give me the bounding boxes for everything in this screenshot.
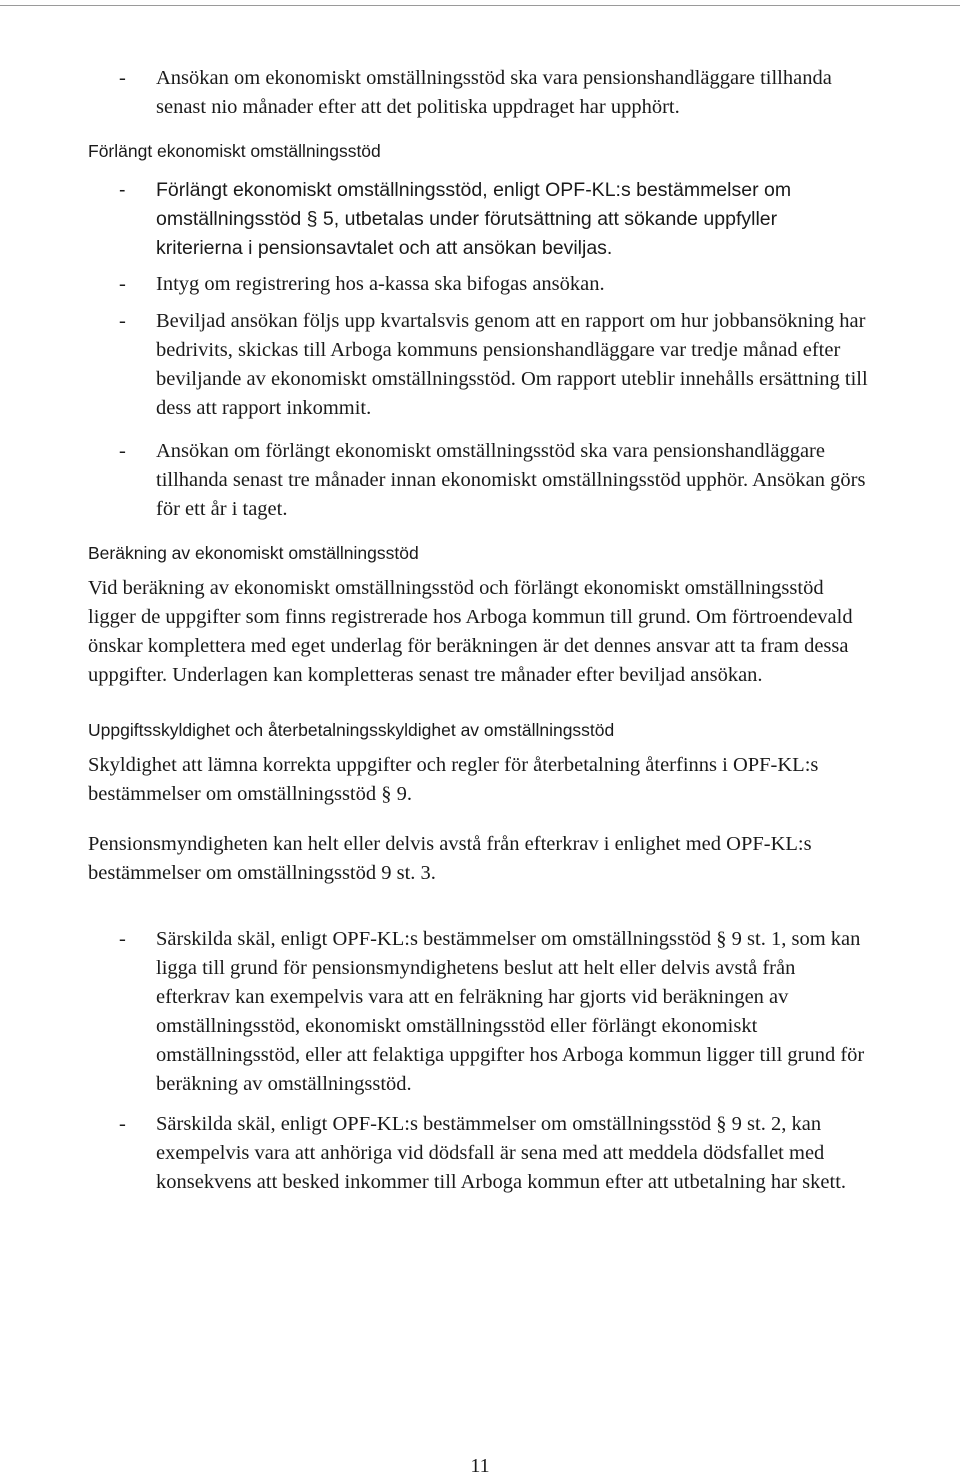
list-item-text: Ansökan om förlängt ekonomiskt omställningsstöd ska vara pensionshandläggare tillhanda senast tre månader innan ekonomiskt omställningsstöd upphör. Ansökan görs för ett år i taget. [156,440,866,520]
list-dash: - [119,310,126,332]
page-number: 11 [470,1455,490,1477]
list-item [88,64,868,122]
list-item-text: Särskilda skäl, enligt OPF-KL:s bestämmelser om omställningsstöd § 9 st. 1, som kan ligga till grund för pensionsmyndighetens beslut att helt eller delvis avstå från efterkrav kan exempelvis vara att en felräkning har gjorts vid beräkningen av omställningsstöd, ekonomiskt omställningsstöd eller förlängt ekonomiskt omställningsstöd, eller att felaktiga uppgifter hos Arboga kommun ligger till grund för beräkning av omställningsstöd. [156,928,865,1095]
list-item-text: Förlängt ekonomiskt omställningsstöd, enligt OPF-KL:s bestämmelser om omställningsstöd § 5, utbetalas under förutsättning att sökande uppfyller kriterierna i pensionsavtalet och att ansökan beviljas. [156,179,792,259]
list-dash: - [119,928,126,950]
list-item-text: Ansökan om ekonomiskt omställningsstöd ska vara pensionshandläggare tillhanda senast nio månader efter att det politiska uppdraget har upphört. [156,67,832,118]
list-dash: - [119,67,126,89]
list-dash: - [119,440,126,462]
top-rule [0,5,960,6]
list-item-text: Intyg om registrering hos a-kassa ska bifogas ansökan. [156,273,605,295]
list-item [88,307,868,423]
list-item-text: Särskilda skäl, enligt OPF-KL:s bestämmelser om omställningsstöd § 9 st. 2, kan exempelvis vara att anhöriga vid dödsfall är sena med att meddela dödsfallet med konsekvens att besked inkommer till Arboga kommun efter att utbetalning har skett. [156,1113,847,1193]
list-dash: - [119,273,126,295]
paragraph-pensionsmyndigheten: Pensionsmyndigheten kan helt eller delvis avstå från efterkrav i enlighet med OPF-KL:s bestämmelser om omställningsstöd 9 st. 3. [88,833,812,884]
list-dash: - [119,1113,126,1135]
section-heading-forlangt: Förlängt ekonomiskt omställningsstöd [88,141,381,161]
paragraph-skyldighet: Skyldighet att lämna korrekta uppgifter och regler för återbetalning återfinns i OPF-KL:s bestämmelser om omställningsstöd § 9. [88,754,819,805]
list-item [88,270,868,299]
section-heading-uppgiftsskyldighet: Uppgiftsskyldighet och återbetalningsskyldighet av omställningsstöd [88,720,615,740]
list-item [88,437,868,524]
document-page [88,64,868,1197]
list-item [88,1110,868,1197]
section-heading-berakning: Beräkning av ekonomiskt omställningsstöd [88,543,419,563]
list-item-text: Beviljad ansökan följs upp kvartalsvis genom att en rapport om hur jobbansökning har bedrivits, skickas till Arboga kommuns pensionshandläggare var tredje månad efter beviljande av ekonomiskt omställningsstöd. Om rapport uteblir innehålls ersättning till dess att rapport inkommit. [156,310,868,419]
list-item [88,176,868,263]
list-item [88,925,868,1099]
paragraph-berakning: Vid beräkning av ekonomiskt omställningsstöd och förlängt ekonomiskt omställningsstöd ligger de uppgifter som finns registrerade hos Arboga kommun till grund. Om förtroendevald önskar komplettera med eget underlag för beräkningen är det dennes ansvar att ta fram dessa uppgifter. Underlagen kan kompletteras senast tre månader efter beviljad ansökan. [88,577,853,686]
list-dash: - [119,179,126,201]
